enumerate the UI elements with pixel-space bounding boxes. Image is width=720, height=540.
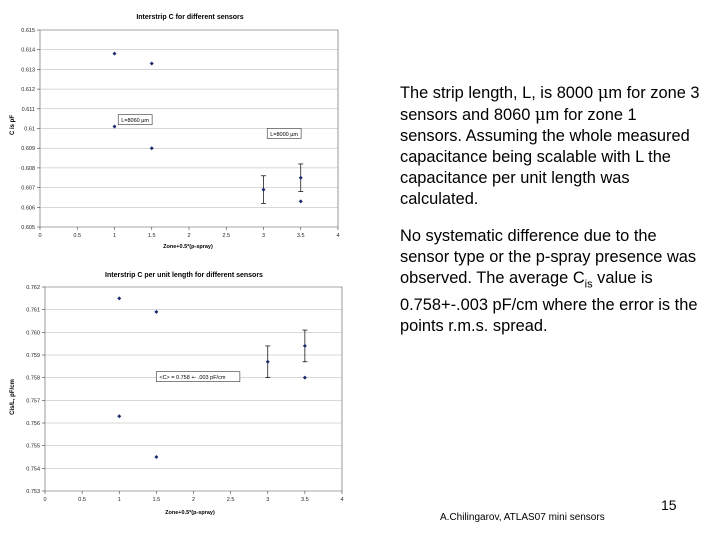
x-tick-label: 3.5	[301, 497, 309, 503]
y-tick-label: 0.758	[26, 375, 40, 382]
y-axis-label: Cis/L, pF/cm	[10, 379, 16, 415]
y-tick-label: 0.753	[26, 489, 40, 495]
x-tick-label: 0.5	[78, 497, 86, 503]
x-tick-label: 2.5	[226, 497, 235, 503]
annotation-box	[267, 128, 301, 138]
y-tick-label: 0.614	[21, 47, 35, 54]
y-tick-label: 0.61	[24, 126, 35, 133]
annotation-text: <C> = 0.758 +- .003 pF/cm	[159, 375, 226, 382]
y-tick-label: 0.755	[26, 443, 40, 450]
plot-area	[45, 287, 342, 491]
x-tick-label: 1	[112, 233, 117, 239]
x-tick-label: 3.5	[296, 233, 305, 239]
y-tick-label: 0.756	[26, 421, 40, 427]
x-axis-label: Zone+0.5*(p-spray)	[165, 510, 215, 516]
y-tick-label: 0.759	[26, 353, 40, 359]
annotation-box	[118, 115, 152, 125]
annotation-text: L=8060 µm	[121, 118, 150, 125]
y-tick-label: 0.609	[21, 146, 35, 153]
chart-interstrip-c-per-length	[0, 262, 360, 527]
y-axis-label: C is pF	[10, 114, 16, 136]
y-tick-label: 0.762	[26, 285, 40, 291]
x-tick-label: 1.5	[152, 497, 161, 503]
paragraph-strip-length: The strip length, L, is 8000 μm for zone 3 sensors and 8060 μm for zone 1 sensors. Assuming the whole measured capacitance being scalable with L the capacitance per unit length was calculated.	[400, 83, 700, 208]
x-tick-label: 2	[191, 497, 196, 503]
y-tick-label: 0.607	[21, 185, 35, 192]
footer-author: A.Chilingarov, ATLAS07 mini sensors	[440, 512, 605, 523]
x-tick-label: 0.5	[73, 233, 82, 239]
x-tick-label: 4	[340, 497, 344, 503]
y-tick-label: 0.761	[26, 307, 40, 314]
y-tick-label: 0.612	[21, 87, 35, 94]
chart-interstrip-c	[0, 5, 360, 250]
x-tick-label: 2.5	[222, 233, 231, 239]
annotation-box	[156, 372, 240, 382]
y-tick-label: 0.754	[26, 466, 40, 473]
annotation-text: L=8000 µm	[270, 131, 299, 138]
chart-title: Interstrip C for different sensors	[136, 14, 244, 21]
x-tick-label: 1	[117, 497, 121, 503]
y-tick-label: 0.605	[21, 225, 35, 231]
y-tick-label: 0.757	[26, 398, 40, 405]
y-tick-label: 0.611	[21, 106, 35, 113]
y-tick-label: 0.615	[21, 28, 35, 34]
x-tick-label: 0	[38, 233, 42, 239]
x-tick-label: 1.5	[147, 233, 156, 239]
x-tick-label: 0	[43, 497, 47, 503]
x-tick-label: 4	[336, 233, 340, 239]
y-tick-label: 0.760	[26, 330, 40, 337]
text-panel	[400, 82, 700, 337]
y-tick-label: 0.606	[21, 205, 35, 212]
x-tick-label: 3	[261, 233, 266, 239]
x-tick-label: 2	[187, 233, 191, 239]
paragraph-conclusion: No systematic difference due to the sensor type or the p-spray presence was observed. The average $C_{is}$ value is 0.758+-.003 pF/cm where the error is the points r.m.s. spread.	[400, 227, 698, 336]
page-number: 15	[661, 497, 677, 513]
y-tick-label: 0.613	[21, 67, 35, 74]
y-tick-label: 0.608	[21, 165, 35, 172]
x-axis-label: Zone+0.5*(p-spray)	[163, 244, 213, 250]
x-tick-label: 3	[266, 497, 270, 503]
chart-title: Interstrip C per unit length for different sensors	[105, 272, 263, 279]
